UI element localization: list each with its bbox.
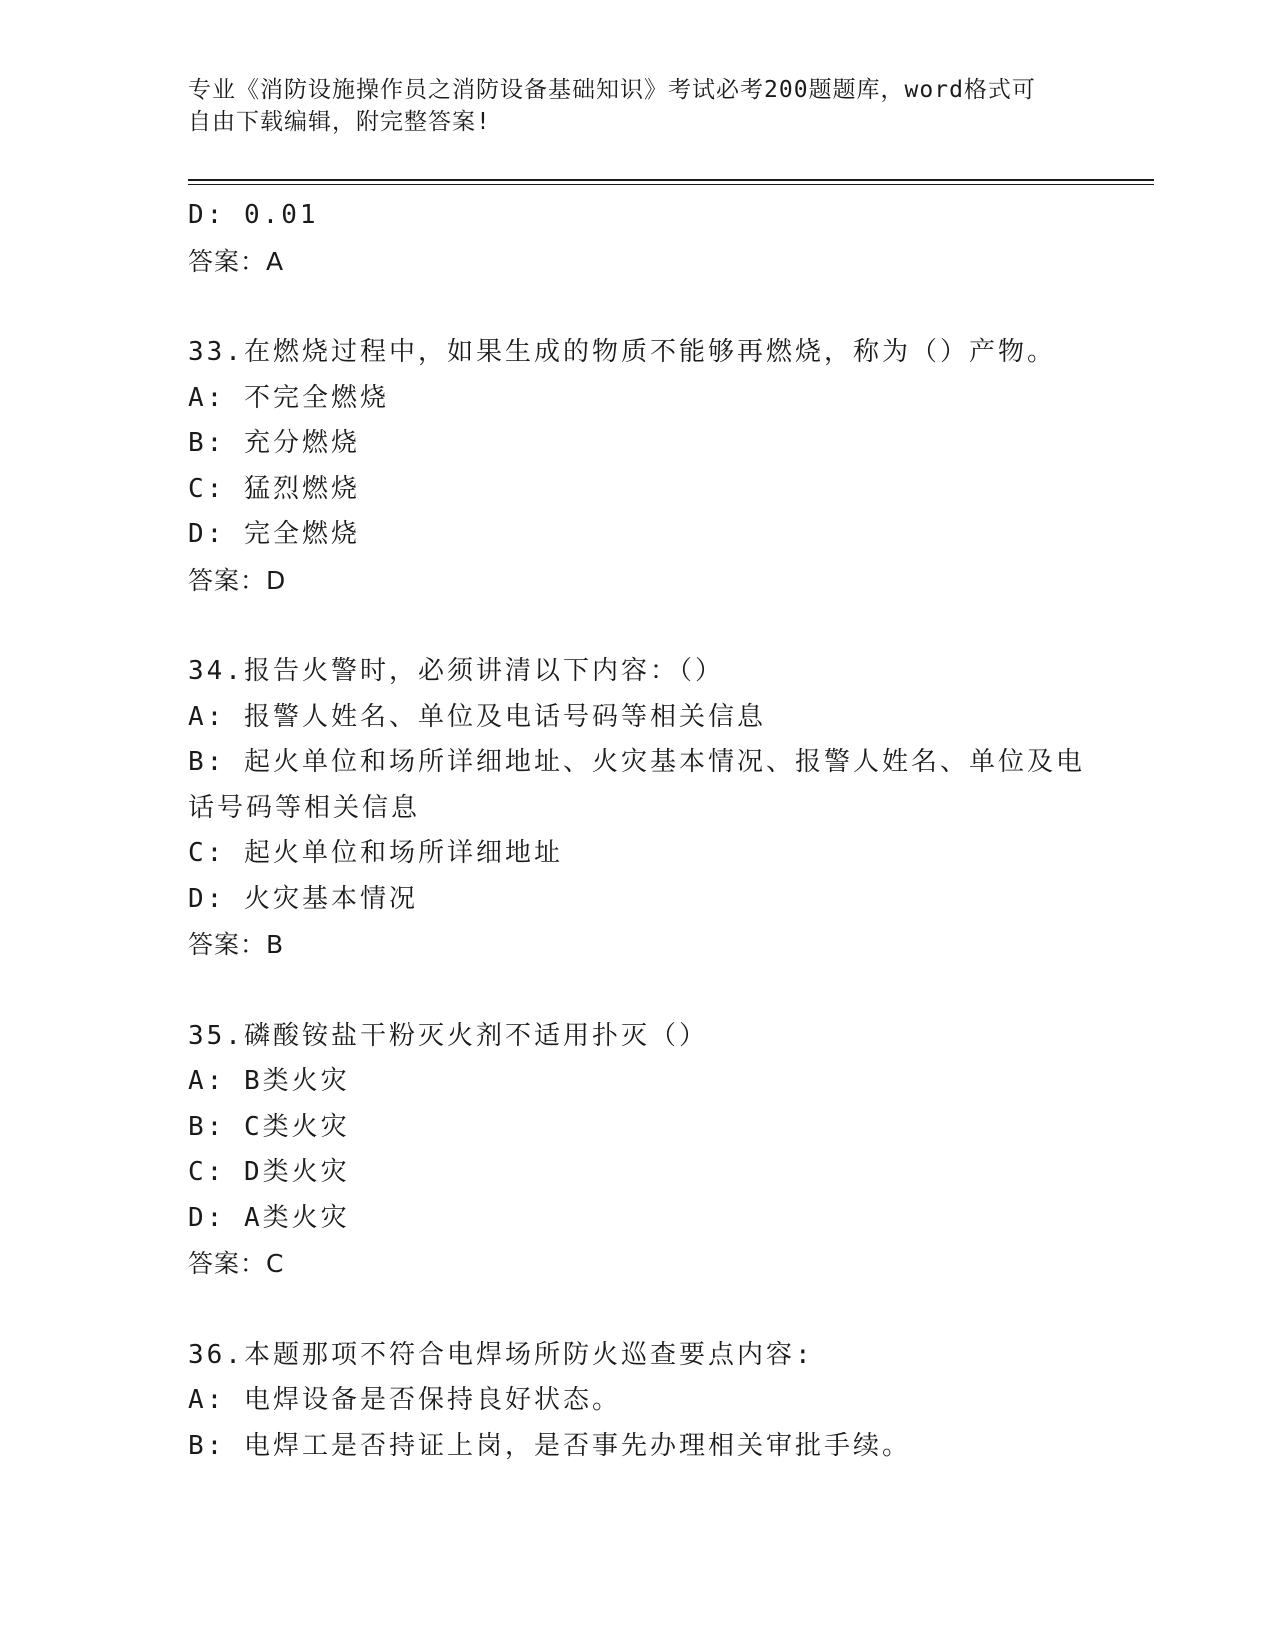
- spacer: [188, 1287, 1088, 1333]
- option-c: C: D类火灾: [188, 1157, 350, 1187]
- option-c: C: 起火单位和场所详细地址: [188, 838, 563, 868]
- header-line-1: 专业《消防设施操作员之消防设备基础知识》考试必考200题题库，word格式可: [188, 77, 1036, 103]
- question-33: [188, 330, 1088, 603]
- option-d: D: 火灾基本情况: [188, 883, 418, 914]
- option-b-continued: 话号码等相关信息: [188, 792, 421, 823]
- question-36: [188, 1333, 1088, 1470]
- question-34: [188, 649, 1088, 968]
- question-title: 36.本题那项不符合电焊场所防火巡查要点内容:: [188, 1339, 814, 1370]
- option-a: A: 不完全燃烧: [188, 382, 389, 413]
- option-b: B: 充分燃烧: [188, 428, 360, 458]
- spacer: [188, 603, 1088, 649]
- question-content: [188, 193, 1088, 1469]
- question-title: 33.在燃烧过程中，如果生成的物质不能够再燃烧，称为（）产物。: [188, 337, 1056, 367]
- option-a: A: 报警人姓名、单位及电话号码等相关信息: [188, 701, 766, 732]
- option-a: A: 电焊设备是否保持良好状态。: [188, 1385, 621, 1415]
- question-title: 34.报告火警时，必须讲清以下内容：（）: [188, 656, 724, 686]
- option-a: A: B类火灾: [188, 1066, 350, 1096]
- option-d: D: A类火灾: [188, 1202, 350, 1233]
- option-b: B: C类火灾: [188, 1111, 350, 1142]
- answer-line: 答案：B: [188, 930, 285, 959]
- header-line-2: 自由下载编辑，附完整答案!: [188, 109, 491, 135]
- spacer: [188, 968, 1088, 1014]
- option-d: D: 完全燃烧: [188, 519, 360, 549]
- spacer: [188, 284, 1088, 330]
- document-header: [188, 74, 1068, 138]
- answer-line: 答案：D: [188, 565, 287, 595]
- previous-question-tail: [188, 193, 1088, 284]
- header-divider-thin: [188, 184, 1154, 185]
- answer-line: 答案：C: [188, 1249, 285, 1278]
- option-b: B: 起火单位和场所详细地址、火灾基本情况、报警人姓名、单位及电: [188, 747, 1085, 777]
- answer-line: 答案：A: [188, 246, 285, 276]
- question-title: 35.磷酸铵盐干粉灭火剂不适用扑灭（）: [188, 1020, 708, 1051]
- question-35: [188, 1014, 1088, 1287]
- header-divider-thick: [188, 179, 1154, 181]
- option-b: B: 电焊工是否持证上岗，是否事先办理相关审批手续。: [188, 1430, 911, 1461]
- option-c: C: 猛烈燃烧: [188, 473, 360, 504]
- option-d: D: 0.01: [188, 200, 319, 230]
